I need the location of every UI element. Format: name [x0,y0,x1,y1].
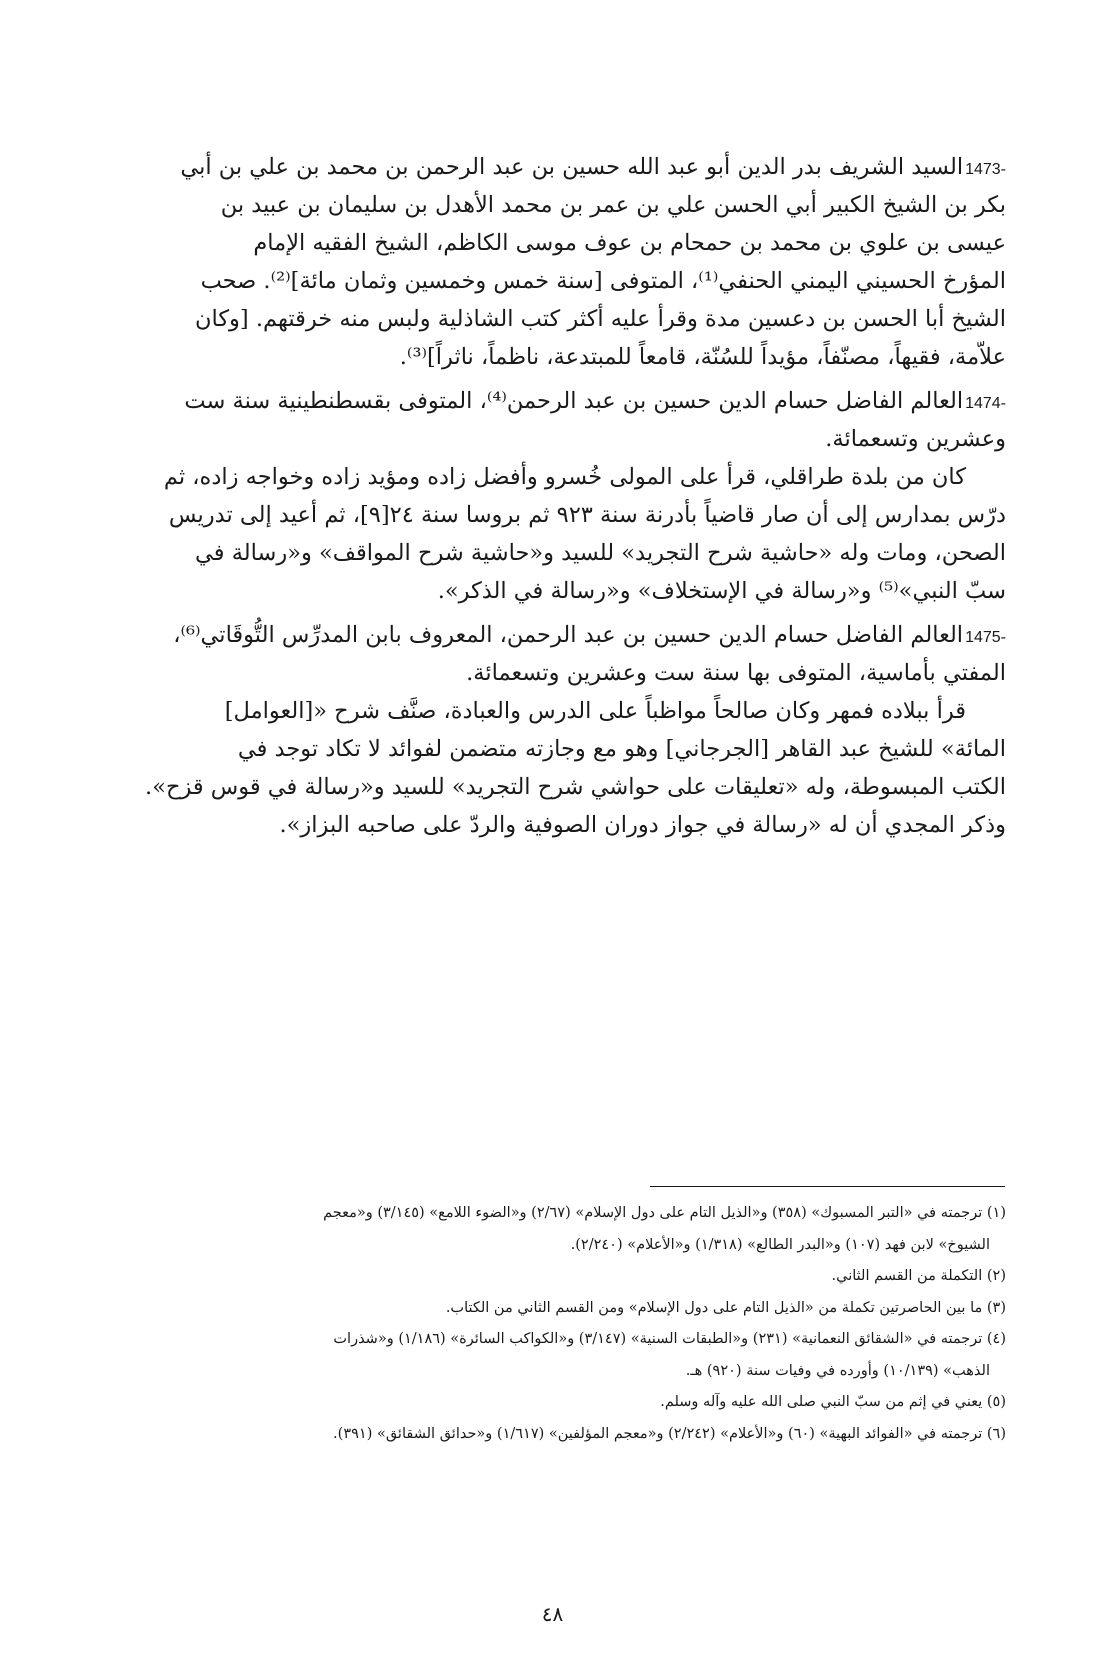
footnote-line: الذهب» (١٠/١٣٩) وأورده في وفيات سنة (٩٢٠) هـ. [685,1362,990,1379]
entry-text-line: عيسى بن علوي بن محمد بن حمحام بن عوف موسى الكاظم، الشيخ الفقيه الإمام [253,230,1006,256]
biography-entries [108,148,1006,850]
entry-heading-line: السيد الشريف بدر الدين أبو عبد الله حسين بن عبد الرحمن بن محمد بن علي بن أبي [180,154,964,180]
entry-number: 1475- [965,629,1006,646]
entry-text-line: علاّمة، فقيهاً، مصنّفاً، مؤيداً للسُنّة، قامعاً للمبتدعة، ناظماً، ناثراً]⁽³⁾. [399,344,1006,370]
entry-number: 1473- [965,161,1006,178]
entry-body-line: قرأ ببلاده فمهر وكان صالحاً مواظباً على الدرس والعبادة، صنَّف شرح «[العوامل] [224,698,966,724]
footnote-line: (٦) ترجمته في «الفوائد البهية» (٦٠) و«الأعلام» (٢/٢٤٢) و«معجم المؤلفين» (١/٦١٧) و«حدائق الشقائق» (٣٩١). [333,1425,1006,1442]
entry-text-line: المؤرخ الحسيني اليمني الحنفي⁽¹⁾، المتوفى [سنة خمس وخمسين وثمان مائة]⁽²⁾. صحب [200,268,1006,294]
entry-body-line: درّس بمدارس إلى أن صار قاضياً بأدرنة سنة ٩٢٣ ثم بروسا سنة ٢٤[٩]، ثم أعيد إلى تدريس [168,502,1006,528]
entry-body-line: سبّ النبي»⁽⁵⁾ و«رسالة في الإستخلاف» و«رسالة في الذكر». [437,578,1006,604]
footnote-line: (٢) التكملة من القسم الثاني. [831,1268,1006,1284]
footnote-divider [650,1186,1005,1187]
footnote-line: (٥) يعني في إثم من سبّ النبي صلى الله عليه وآله وسلم. [660,1394,1006,1410]
entry-text-line: المفتي بأماسية، المتوفى بها سنة ست وعشرين وتسعمائة. [466,660,1006,686]
entry-1475 [108,616,1006,844]
footnote-line: (٣) ما بين الحاصرتين تكملة من «الذيل التام على دول الإسلام» ومن القسم الثاني من الكتاب. [445,1299,1006,1316]
entry-text-line: بكر بن الشيخ الكبير أبي الحسن علي بن عمر بن محمد الأهدل بن سليمان بن عبيد بن [220,192,1006,218]
entry-body-line: الصحن، ومات وله «حاشية شرح التجريد» للسيد و«حاشية شرح المواقف» و«رسالة في [195,540,1006,566]
entry-text-line: وعشرين وتسعمائة. [825,426,1006,452]
page-number: ٤٨ [541,1602,564,1626]
entry-heading-line: العالم الفاضل حسام الدين حسين بن عبد الرحمن⁽⁴⁾، المتوفى بقسطنطينية سنة ست [184,388,964,414]
entry-body-line: وذكر المجدي أن له «رسالة في جواز دوران الصوفية والردّ على صاحبه البزاز». [279,812,1006,838]
entry-1474 [108,382,1006,610]
footnotes [108,1198,1006,1450]
footnote-line: (٤) ترجمته في «الشقائق النعمانية» (٢٣١) و«الطبقات السنية» (٣/١٤٧) و«الكواكب السائرة» (١/١٨٦) و«شذرات [333,1331,1006,1347]
footnote-line: الشيوخ» لابن فهد (١٠٧) و«البدر الطالع» (١/٣١٨) و«الأعلام» (٢/٢٤٠). [570,1236,990,1253]
entry-body-line: كان من بلدة طراقلي، قرأ على المولى خُسرو وأفضل زاده ومؤيد زاده وخواجه زاده، ثم [163,464,966,490]
entry-body-line: الكتب المبسوطة، وله «تعليقات على حواشي شرح التجريد» للسيد و«رسالة في قوس قزح». [145,774,1006,800]
entry-number: 1474- [965,395,1006,412]
entry-heading-line: العالم الفاضل حسام الدين حسين بن عبد الرحمن، المعروف بابن المدرِّس التُّوقَاتي⁽⁶⁾، [173,622,964,648]
footnote-line: (١) ترجمته في «التبر المسبوك» (٣٥٨) و«الذيل التام على دول الإسلام» (٢/٦٧) و«الضوء اللامع» (٣/١٤٥) و«معجم [323,1205,1006,1221]
entry-text-line: الشيخ أبا الحسن بن دعسين مدة وقرأ عليه أكثر كتب الشاذلية ولبس منه خرقتهم. [وكان [194,306,1006,332]
entry-1473 [108,148,1006,376]
entry-body-line: المائة» للشيخ عبد القاهر [الجرجاني] وهو مع وجازته متضمن لفوائد لا تكاد توجد في [237,736,1006,762]
